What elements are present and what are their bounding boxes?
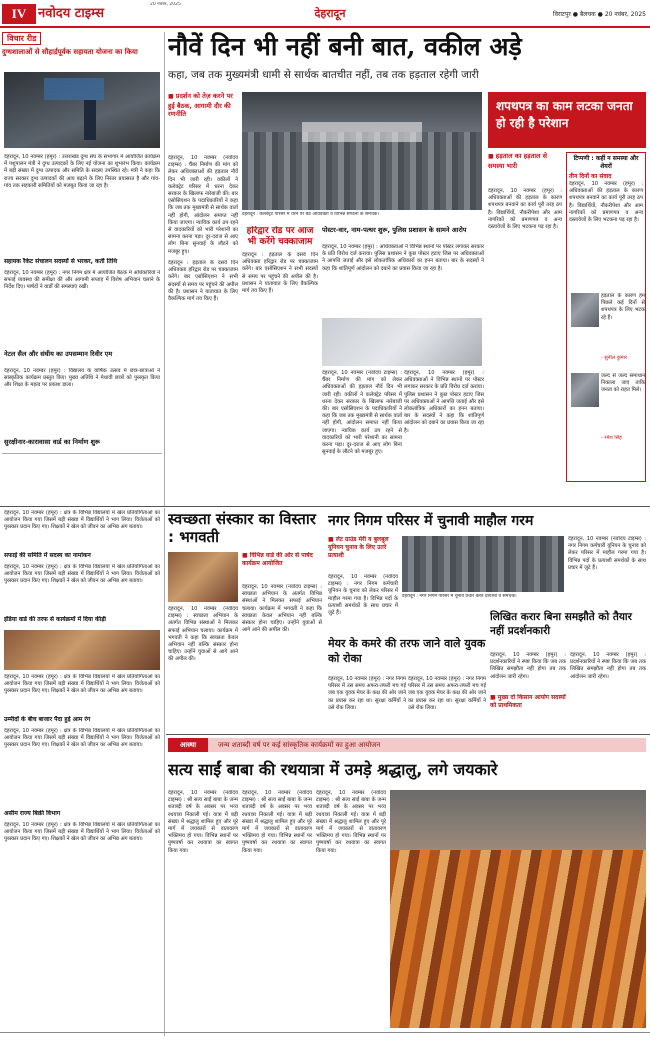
left-sub-2: नेटल सैल और संघीय का उपसम्मान रिवीर एम — [4, 350, 113, 358]
swachhata-headline: स्वच्छता संस्कार का विस्तार : भगवती — [168, 510, 316, 546]
column-rule-2 — [164, 508, 165, 1036]
mayor-body-1: देहरादून, 10 नवम्बर (हमूर) : नगर निगम परिसर में उस समय अफरा-तफरी मच गई जब एक युवक मेयर के कक्ष की ओर जाने का प्रयास कर रहा था। सुरक्षा कर्मियों ने उसे रोक लिया। — [328, 676, 406, 711]
paper-name: नवोदय टाइम्स — [38, 6, 105, 21]
mid-story-photo — [322, 318, 482, 366]
bottom-body-2: देहरादून, 10 नवम्बर (नवोदय टाइम्स) : श्री सत्य साईं बाबा के जन्म शताब्दी वर्ष के अवसर पर भव्य रथयात्रा निकाली गई। यात्रा में बड़ी संख्या में श्रद्धालु शामिल हुए और पूरे मार्ग में जयकारों से वातावरण भक्तिमय हो गया। विभिन्न स्थानों पर पुष्पवर्षा कर रथयात्रा का स्वागत किया गया। — [242, 790, 312, 854]
page-number: IV — [2, 4, 36, 24]
left-top-body: देहरादून, 10 नवम्बर (हमूर) : उत्तराखंड दुग्ध संघ के सभागार में आयोजित कार्यक्रम में पशुपालन मंत्री ने दुग्ध उत्पादकों के लिए नई योजना का शुभारंभ किया। कार्यक्रम में बड़ी संख्या में दुग्ध उत्पादक और समिति के सदस्य उपस्थित रहे। मंत्री ने कहा कि राज्य सरकार दुग्ध उत्पादकों की आय बढ़ाने के लिए निरंतर प्रयासरत है और गांव-गांव तक सहकारी समितियों को मजबूत किया जा रहा है। — [4, 154, 160, 189]
photo-banner — [44, 78, 104, 100]
mid-story-head: पोस्टर-वार, नाम-पत्थर शुरू, पुलिस प्रशासन के सामने आरोप — [322, 226, 467, 234]
left-body-2: देहरादून, 10 नवम्बर (हमूर) : नगर निगम क्षेत्र में आयोजित बैठक में अधिकारियों ने सफाई व्यवस्था की समीक्षा की और आगामी सप्ताह में विशेष अभियान चलाने के निर्देश दिए। पार्षदों ने वार्डों की समस्याएं रखीं। — [4, 270, 160, 291]
right-top-body: देहरादून, 10 नवम्बर (हमूर) : अधिवक्ताओं की हड़ताल के कारण शपथपत्र बनवाने का कार्य पूरी तरह ठप है। विद्यार्थियों, नौकरीपेशा और आम नागरिकों को प्रमाणपत्र व अन्य दस्तावेजों के लिए भटकना पड़ रहा है। — [488, 188, 562, 231]
bottom-headline: सत्य साईं बाबा की रथयात्रा में उमड़े श्रद्धालु, लगे जयकारे — [168, 760, 498, 779]
mid-story-body-3: देहरादून, 10 नवम्बर (हमूर) : अधिवक्ताओं ने विभिन्न स्थानों पर पोस्टर लगाकर सरकार के प्रति विरोध दर्ज कराया। पुलिस प्रशासन ने कुछ पोस्टर हटाए जिस पर अधिवक्ताओं ने आपत्ति जताई और इसे लोकतांत्रिक अधिकारों का हनन बताया। बार के सदस्यों ने कहा कि शांतिपूर्ण आंदोलन को दबाने का प्रयास किया जा रहा है। — [404, 370, 484, 434]
row-rule-left — [2, 453, 162, 454]
written-body-2: देहरादून, 10 नवम्बर (हमूर) : प्रदर्शनकारियों ने स्पष्ट किया कि जब तक लिखित समझौता नहीं होगा तब तक आंदोलन जारी रहेगा। — [570, 652, 646, 680]
top-photo-caption: देहरादून : कलेक्ट्रेट परिसर में धरने पर बैठे अधिवक्ता व विभिन्न संगठनों के समर्थक। — [242, 212, 380, 217]
left-lower-sub-2: इंडिया वार्ड की तरफ से कार्यक्रमों में दिया कीड़ी — [4, 616, 106, 623]
quote-1-name: - सुनील कुमार — [601, 355, 627, 361]
left-top-headline: दुग्धशालाओं से सौहार्द्रपूर्वक सहायता योजना का किया — [2, 48, 138, 56]
box-chakkajam — [242, 226, 318, 504]
written-body-1: देहरादून, 10 नवम्बर (हमूर) : प्रदर्शनकारियों ने स्पष्ट किया कि जब तक लिखित समझौता नहीं होगा तब तक आंदोलन जारी रहेगा। — [490, 652, 566, 680]
left-lower-body-4: देहरादून, 10 नवम्बर (हमूर) : क्षेत्र के विभिन्न विद्यालयों में खेल प्रतियोगिताओं का आयोजन किया गया जिसमें बड़ी संख्या में विद्यार्थियों ने भाग लिया। विजेताओं को पुरस्कार प्रदान किए गए। शिक्षकों ने खेल को जीवन का अभिन्न अंग बताया। — [4, 728, 160, 749]
right-top-sub: ■ हड़ताल का हड़ताल से समस्या भारी — [488, 152, 562, 170]
written-bullet-box — [490, 694, 566, 724]
election-body-2: देहरादून, 10 नवम्बर (नवोदय टाइम्स) : नगर निगम कर्मचारी यूनियन के चुनाव को लेकर परिसर में माहौल गरमा गया है। विभिन्न पदों के प्रत्याशी समर्थकों के साथ प्रचार में जुटे हैं। — [568, 536, 646, 571]
bottom-body-3: देहरादून, 10 नवम्बर (नवोदय टाइम्स) : श्री सत्य साईं बाबा के जन्म शताब्दी वर्ष के अवसर पर भव्य रथयात्रा निकाली गई। यात्रा में बड़ी संख्या में श्रद्धालु शामिल हुए और पूरे मार्ग में जयकारों से वातावरण भक्तिमय हो गया। विभिन्न स्थानों पर पुष्पवर्षा कर रथयात्रा का स्वागत किया गया। — [316, 790, 386, 854]
top-story-headline: नौवें दिन भी नहीं बनी बात, वकील अड़े — [168, 32, 522, 61]
bottom-kicker-band — [168, 738, 646, 752]
top-story-body-2: देहरादून : हड़ताल के दसवें दिन अधिवक्ता हरिद्वार रोड पर चक्काजाम करेंगे। बार एसोसिएशन ने सभी सदस्यों से समय पर पहुंचने की अपील की है। प्रशासन ने यातायात के लिए वैकल्पिक मार्ग तय किए हैं। — [168, 260, 238, 303]
mayor-body-2: देहरादून, 10 नवम्बर (हमूर) : नगर निगम परिसर में उस समय अफरा-तफरी मच गई जब एक युवक मेयर के कक्ष की ओर जाने का प्रयास कर रहा था। सुरक्षा कर्मियों ने उसे रोक लिया। — [408, 676, 486, 711]
box-chakkajam-body: देहरादून : हड़ताल के दसवें दिन अधिवक्ता हरिद्वार रोड पर चक्काजाम करेंगे। बार एसोसिएशन ने सभी सदस्यों से समय पर पहुंचने की अपील की है। प्रशासन ने यातायात के लिए वैकल्पिक मार्ग तय किए हैं। — [242, 252, 318, 295]
mid-story-body-2: देहरादून, 10 नवम्बर (नवोदय टाइम्स) : चैंबर निर्माण की मांग को लेकर अधिवक्ताओं की हड़ताल नौवें दिन भी जारी रही। वकीलों ने कलेक्ट्रेट परिसर में धरना देकर सरकार के खिलाफ नारेबाजी की। बार एसोसिएशन के पदाधिकारियों ने कहा कि जब तक मुख्यमंत्री से सार्थक वार्ता नहीं होगी, आंदोलन समाप्त नहीं किया जाएगा। न्यायिक कार्य ठप रहने से वादकारियों को भारी परेशानी का सामना करना पड़ा। दूर-दराज से आए लोग बिना सुनवाई के लौटने को मजबूर हुए। — [322, 370, 402, 456]
swachhata-body-1: देहरादून, 10 नवम्बर (नवोदय टाइम्स) : स्वच्छता अभियान के अंतर्गत विभिन्न संस्थाओं ने मिलकर सफाई अभियान चलाया। कार्यक्रम में भगवती ने कहा कि स्वच्छता केवल अभियान नहीं बल्कि संस्कार होना चाहिए। उन्होंने युवाओं से आगे आने की अपील की। — [168, 606, 238, 663]
photo-background — [390, 790, 646, 850]
election-photo — [402, 536, 564, 592]
box-chakkajam-head: हरिद्वार रोड पर आज भी करेंगे चक्काजाम — [242, 226, 318, 248]
election-bullet: ■ लेट ग्राउंड मेरी व बुलबुल यूनियन चुनाव के लिए उतरे प्रत्याशी — [328, 536, 398, 560]
swachhata-body-2: देहरादून, 10 नवम्बर (नवोदय टाइम्स) : स्वच्छता अभियान के अंतर्गत विभिन्न संस्थाओं ने मिलकर सफाई अभियान चलाया। कार्यक्रम में भगवती ने कहा कि स्वच्छता केवल अभियान नहीं बल्कि संस्कार होना चाहिए। उन्होंने युवाओं से आगे आने की अपील की। — [242, 584, 322, 634]
right-top-headline: शपथपत्र का काम लटका जनता हो रही है परेशान — [488, 92, 646, 148]
written-headline: लिखित करार बिना समझौते को तैयार नहीं प्रदर्शनकारी — [490, 611, 632, 637]
quote-2-name: - रमेश सिंह — [601, 435, 622, 441]
top-side-bullet: ■ प्रदर्शन को तेज़ करने पर हुई बैठक, आगामी दौर की रणनीति — [168, 92, 238, 119]
avatar-2 — [571, 373, 599, 407]
left-sub-1: सहायक रैकेट संचालन सदस्यों से भरकर, कर्ती तिथि — [4, 258, 118, 265]
section-name: देहरादून — [314, 7, 346, 20]
top-story-photo — [242, 92, 482, 210]
swachhata-bullet: ■ विभिन्न वार्ड की ओर से पार्षद कार्यक्रम आयोजित — [242, 552, 322, 568]
left-lower-sub-4: असीम राज्य बिक्री विभाग — [4, 810, 61, 817]
kicker-label: विचार रीड — [2, 32, 41, 45]
written-bullet: ■ मुख्य दो किसान आयोग सदस्यों को प्राथमिकता — [490, 694, 566, 710]
left-lower-sub-1: सफाई की समिति में सदस्य का नामांकन — [4, 552, 91, 559]
election-body-1: देहरादून, 10 नवम्बर (नवोदय टाइम्स) : नगर निगम कर्मचारी यूनियन के चुनाव को लेकर परिसर में माहौल गरमा गया है। विभिन्न पदों के प्रत्याशी समर्थकों के साथ प्रचार में जुटे हैं। — [328, 574, 398, 617]
left-top-head — [2, 32, 162, 72]
rathyatra-photo — [390, 790, 646, 1028]
left-top-photo — [4, 72, 160, 148]
left-lower-sub-3: उम्मीदों के बीच बाजार पैदा हुई आम रंग — [4, 716, 91, 723]
top-side-bullet-box — [168, 92, 238, 152]
top-story-body-1: देहरादून, 10 नवम्बर (नवोदय टाइम्स) : चैंबर निर्माण की मांग को लेकर अधिवक्ताओं की हड़ताल नौवें दिन भी जारी रही। वकीलों ने कलेक्ट्रेट परिसर में धरना देकर सरकार के खिलाफ नारेबाजी की। बार एसोसिएशन के पदाधिकारियों ने कहा कि जब तक मुख्यमंत्री से सार्थक वार्ता नहीं होगी, आंदोलन समाप्त नहीं किया जाएगा। न्यायिक कार्य ठप रहने से वादकारियों को भारी परेशानी का सामना करना पड़ा। दूर-दराज से आए लोग बिना सुनवाई के लौटने को मजबूर हुए। — [168, 155, 238, 255]
mid-story-body: देहरादून, 10 नवम्बर (हमूर) : अधिवक्ताओं ने विभिन्न स्थानों पर पोस्टर लगाकर सरकार के प्रति विरोध दर्ज कराया। पुलिस प्रशासन ने कुछ पोस्टर हटाए जिस पर अधिवक्ताओं ने आपत्ति जताई और इसे लोकतांत्रिक अधिकारों का हनन बताया। बार के सदस्यों ने कहा कि शांतिपूर्ण आंदोलन को दबाने का प्रयास किया जा रहा है। — [322, 244, 484, 272]
right-top-sub-box — [488, 152, 562, 186]
election-headline: नगर निगम परिसर में चुनावी माहौल गरम — [328, 513, 534, 529]
small-date: 20 नवंबर, 2025 — [150, 2, 181, 7]
comment-box-body: देहरादून, 10 नवम्बर (हमूर) : अधिवक्ताओं की हड़ताल के कारण शपथपत्र बनवाने का कार्य पूरी तरह ठप है। विद्यार्थियों, नौकरीपेशा और आम नागरिकों को प्रमाणपत्र व अन्य दस्तावेजों के लिए भटकना पड़ रहा है। — [569, 181, 643, 224]
mayor-headline: मेयर के कमरे की तरफ जाने वाले युवक को रोका — [328, 637, 486, 665]
swachhata-photo — [168, 552, 238, 602]
bottom-label: आस्था — [168, 738, 208, 752]
bottom-rule — [166, 734, 650, 735]
election-photo-caption: देहरादून : नगर निगम परिसर में चुनाव प्रचार करते प्रत्याशी व समर्थक। — [402, 594, 517, 599]
quote-1: हड़ताल के कारण हम पिछले कई दिनों से शपथपत्र के लिए भटक रहे हैं। — [601, 293, 645, 321]
mid-story-head-box — [322, 226, 484, 242]
footer-rule — [0, 1032, 650, 1033]
left-lower-body-5: देहरादून, 10 नवम्बर (हमूर) : क्षेत्र के विभिन्न विद्यालयों में खेल प्रतियोगिताओं का आयोजन किया गया जिसमें बड़ी संख्या में विद्यार्थियों ने भाग लिया। विजेताओं को पुरस्कार प्रदान किए गए। शिक्षकों ने खेल को जीवन का अभिन्न अंग बताया। — [4, 822, 160, 843]
swachhata-bullet-box — [242, 552, 322, 582]
bottom-body-1: देहरादून, 10 नवम्बर (नवोदय टाइम्स) : श्री सत्य साईं बाबा के जन्म शताब्दी वर्ष के अवसर पर भव्य रथयात्रा निकाली गई। यात्रा में बड़ी संख्या में श्रद्धालु शामिल हुए और पूरे मार्ग में जयकारों से वातावरण भक्तिमय हो गया। विभिन्न स्थानों पर पुष्पवर्षा कर रथयात्रा का स्वागत किया गया। — [168, 790, 238, 854]
quote-2: जल्द से जल्द समाधान निकाला जाए ताकि जनता को राहत मिले। — [601, 373, 645, 394]
left-body-3: देहरादून, 10 नवम्बर (हमूर) : विद्यालय के वार्षिक उत्सव में छात्र-छात्राओं ने सांस्कृतिक कार्यक्रम प्रस्तुत किए। मुख्य अतिथि ने मेधावी छात्रों को पुरस्कृत किया और शिक्षा के महत्व पर प्रकाश डाला। — [4, 368, 160, 389]
masthead-rule — [0, 26, 650, 28]
comment-box-head: टिप्पणी : कहीं न समस्या और शेयरों — [573, 155, 639, 170]
bottom-kicker: जन्म शताब्दी वर्ष पर कई सांस्कृतिक कार्यक्रमों का हुआ आयोजन — [218, 741, 381, 749]
top-story-subheadline: कहा, जब तक मुख्यमंत्री धामी से सार्थक बातचीत नहीं, तब तक हड़ताल रहेगी जारी — [168, 69, 479, 81]
masthead-right-info: विराटपुर ● बैलचक ● 20 नवंबर, 2025 — [553, 11, 646, 18]
column-rule-1 — [164, 32, 165, 506]
left-lower-body-3: देहरादून, 10 नवम्बर (हमूर) : क्षेत्र के विभिन्न विद्यालयों में खेल प्रतियोगिताओं का आयोजन किया गया जिसमें बड़ी संख्या में विद्यार्थियों ने भाग लिया। विजेताओं को पुरस्कार प्रदान किए गए। शिक्षकों ने खेल को जीवन का अभिन्न अंग बताया। — [4, 674, 160, 695]
left-lower-photo — [4, 630, 160, 670]
band-rule-top — [0, 506, 650, 507]
left-lower-body-1: देहरादून, 10 नवम्बर (हमूर) : क्षेत्र के विभिन्न विद्यालयों में खेल प्रतियोगिताओं का आयोजन किया गया जिसमें बड़ी संख्या में विद्यार्थियों ने भाग लिया। विजेताओं को पुरस्कार प्रदान किए गए। शिक्षकों ने खेल को जीवन का अभिन्न अंग बताया। — [4, 510, 160, 531]
photo-figure — [84, 100, 96, 140]
election-bullet-box — [328, 536, 398, 572]
photo-banner-2 — [302, 122, 422, 142]
avatar-1 — [571, 293, 599, 327]
comment-box-sub: तीन दिनों का संवाद — [569, 173, 612, 180]
left-lower-body-2: देहरादून, 10 नवम्बर (हमूर) : क्षेत्र के विभिन्न विद्यालयों में खेल प्रतियोगिताओं का आयोजन किया गया जिसमें बड़ी संख्या में विद्यार्थियों ने भाग लिया। विजेताओं को पुरस्कार प्रदान किए गए। शिक्षकों ने खेल को जीवन का अभिन्न अंग बताया। — [4, 564, 160, 585]
left-sub-3: सुरक्षीनार-कारावासा वार्ड का निर्माण शुरू — [4, 438, 100, 446]
right-comment-box — [566, 152, 646, 482]
masthead — [0, 0, 650, 28]
